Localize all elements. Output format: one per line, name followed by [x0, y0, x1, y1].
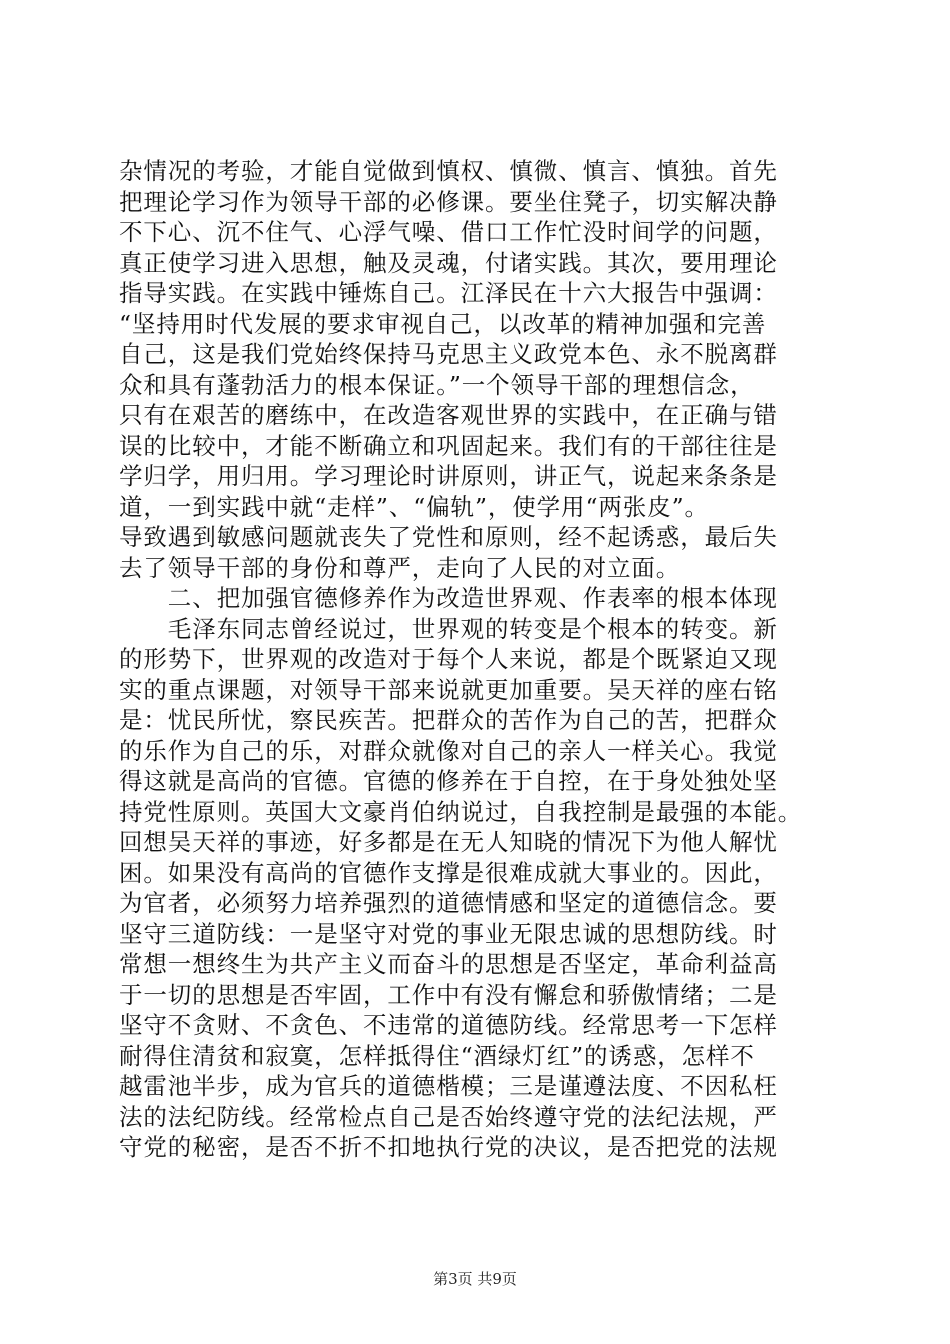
text-line: 误的比较中，才能不断确立和巩固起来。我们有的干部往往是 — [119, 431, 778, 460]
text-line: 指导实践。在实践中锤炼自己。江泽民在十六大报告中强调： — [119, 279, 778, 307]
text-line: 学归学，用归用。学习理论时讲原则，讲正气，说起来条条是 — [119, 462, 778, 490]
text-line: “坚持用时代发展的要求审视自己，以改革的精神加强和完善 — [119, 309, 767, 338]
text-line: 导致遇到敏感问题就丧失了党性和原则，经不起诱惑，最后失 — [119, 523, 778, 551]
text-line: 不下心、沉不住气、心浮气噪、借口工作忙没时间学的问题， — [119, 218, 778, 246]
text-line: 自己，这是我们党始终保持马克思主义政党本色、永不脱离群 — [119, 340, 778, 368]
text-line: 真正使学习进入思想，触及灵魂，付诸实践。其次，要用理论 — [119, 248, 778, 277]
text-line: 越雷池半步，成为官兵的道德楷模；三是谨遵法度、不因私枉 — [119, 1072, 778, 1100]
text-line: 把理论学习作为领导干部的必修课。要坐住凳子，切实解决静 — [119, 187, 778, 216]
text-line: 的乐作为自己的乐，对群众就像对自己的亲人一样关心。我觉 — [119, 736, 778, 765]
section-heading: 二、把加强官德修养作为改造世界观、作表率的根本体现 — [119, 584, 778, 612]
text-line: 困。如果没有高尚的官德作支撑是很难成就大事业的。因此， — [119, 858, 778, 887]
text-line: 为官者，必须努力培养强烈的道德情感和坚定的道德信念。要 — [119, 889, 778, 917]
text-line: 毛泽东同志曾经说过，世界观的转变是个根本的转变。新 — [119, 614, 778, 643]
text-line: 道，一到实践中就“走样”、“偏轨”，使学用“两张皮”。 — [119, 492, 709, 521]
text-line: 守党的秘密，是否不折不扣地执行党的决议，是否把党的法规 — [119, 1133, 778, 1161]
text-line: 回想吴天祥的事迹，好多都是在无人知晓的情况下为他人解忧 — [119, 828, 778, 856]
text-line: 持党性原则。英国大文豪肖伯纳说过，自我控制是最强的本能。 — [119, 797, 803, 826]
text-line: 法的法纪防线。经常检点自己是否始终遵守党的法纪法规，严 — [119, 1102, 778, 1131]
body-text — [119, 156, 831, 1163]
text-line: 坚守不贪财、不贪色、不违常的道德防线。经常思考一下怎样 — [119, 1011, 778, 1039]
text-line: 常想一想终生为共产主义而奋斗的思想是否坚定，革命利益高 — [119, 950, 778, 978]
text-line: 是：忧民所忧，察民疾苦。把群众的苦作为自己的苦，把群众 — [119, 706, 778, 734]
text-line: 实的重点课题，对领导干部来说就更加重要。吴天祥的座右铭 — [119, 675, 778, 704]
text-line: 杂情况的考验，才能自觉做到慎权、慎微、慎言、慎独。首先 — [119, 157, 778, 185]
text-line: 众和具有蓬勃活力的根本保证。”一个领导干部的理想信念， — [119, 370, 755, 399]
text-line: 去了领导干部的身份和尊严，走向了人民的对立面。 — [119, 553, 681, 582]
text-line: 坚守三道防线：一是坚守对党的事业无限忠诚的思想防线。时 — [119, 919, 778, 948]
text-line: 的形势下，世界观的改造对于每个人来说，都是个既紧迫又现 — [119, 645, 778, 673]
text-line: 得这就是高尚的官德。官德的修养在于自控，在于身处独处坚 — [119, 767, 778, 795]
text-line: 耐得住清贫和寂寞，怎样抵得住“酒绿灯红”的诱惑，怎样不 — [119, 1041, 755, 1070]
text-line: 只有在艰苦的磨练中，在改造客观世界的实践中，在正确与错 — [119, 401, 778, 429]
text-line: 于一切的思想是否牢固，工作中有没有懈怠和骄傲情绪；二是 — [119, 980, 778, 1009]
page-number-footer: 第3页 共9页 — [433, 1270, 517, 1288]
